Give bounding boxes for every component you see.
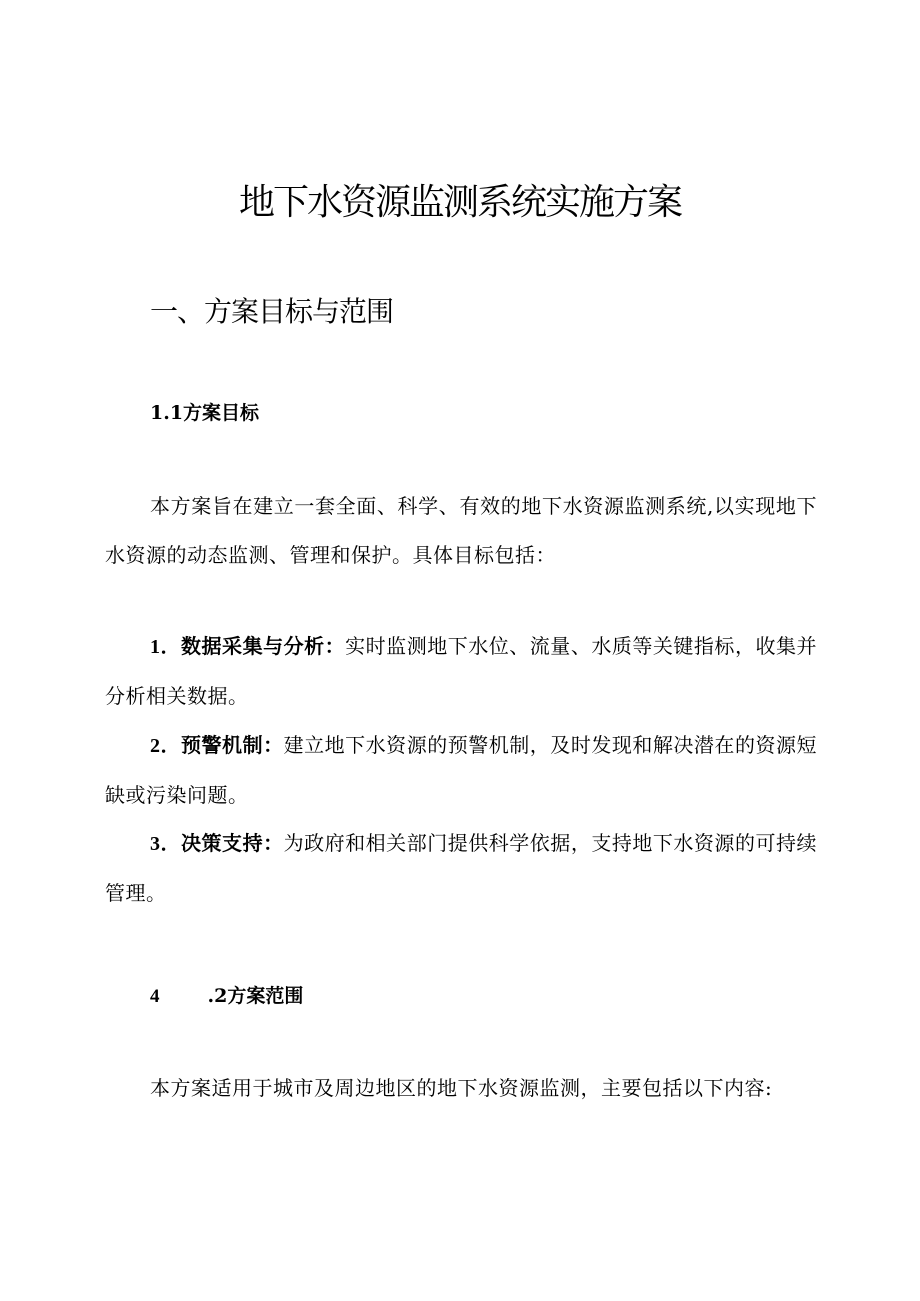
goal-item-text: 建立地下水资源的预警机制，及时发现和解决潜在的资源短缺或污染问题。 <box>105 733 817 807</box>
document-title: 地下水资源监测系统实施方案 <box>238 182 681 223</box>
goal-item-number: 3 <box>150 833 161 855</box>
section-heading-goals-scope: 一、方案目标与范围 <box>150 295 394 328</box>
subsection-heading-text: .2方案范围 <box>207 985 304 1007</box>
goal-item-number: 1 <box>150 636 161 658</box>
goal-item-text: 为政府和相关部门提供科学依据，支持地下水资源的可持续管理。 <box>105 831 817 905</box>
goal-item-decision-support <box>105 819 817 918</box>
goal-item-dot: ． <box>160 831 182 855</box>
goal-item-label: 决策支持： <box>181 831 284 855</box>
goal-item-label: 数据采集与分析： <box>181 634 346 658</box>
goal-item-dot: ． <box>160 634 182 658</box>
goal-item-number: 2 <box>150 735 161 757</box>
scope-intro-paragraph: 本方案适用于城市及周边地区的地下水资源监测，主要包括以下内容: <box>150 1076 773 1100</box>
goal-item-label: 预警机制： <box>181 733 284 757</box>
goal-item-warning <box>105 721 817 820</box>
subsection-heading-scope <box>150 981 303 1012</box>
subsection-number: 4 <box>150 986 160 1007</box>
goal-item-dot: ． <box>160 733 182 757</box>
subsection-heading-goals: 1.1方案目标 <box>150 402 260 424</box>
goals-intro-paragraph: 本方案旨在建立一套全面、科学、有效的地下水资源监测系统,以实现地下水资源的动态监测、管理和保护。具体目标包括： <box>105 494 817 567</box>
goal-item-data-collection <box>105 622 817 721</box>
goal-item-text: 实时监测地下水位、流量、水质等关键指标，收集并分析相关数据。 <box>105 634 817 708</box>
